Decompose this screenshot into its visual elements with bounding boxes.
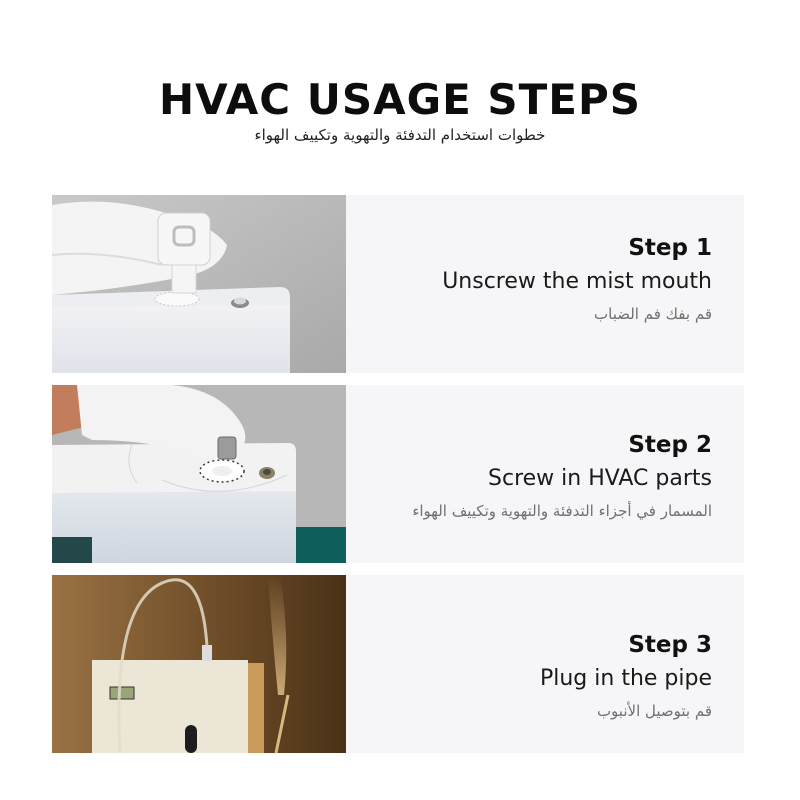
step-3-photo: [52, 575, 346, 753]
step-1-text: [332, 195, 712, 373]
mist-nozzle-removal-image: [52, 195, 346, 373]
page-title: HVAC USAGE STEPS: [158, 75, 642, 124]
step-2-label: Step 2: [628, 432, 712, 458]
step-2-description-arabic: المسمار في أجزاء التدفئة والتهوية وتكييف الهواء: [412, 502, 712, 520]
step-card-1: [52, 195, 744, 373]
step-1-label: Step 1: [628, 235, 712, 261]
step-card-2: [52, 385, 744, 563]
step-1-description: Unscrew the mist mouth: [442, 269, 712, 294]
step-3-description-arabic: قم بتوصيل الأنبوب: [596, 702, 712, 720]
step-2-text: [332, 385, 712, 563]
step-card-3: [52, 575, 744, 753]
step-3-description: Plug in the pipe: [539, 666, 712, 691]
step-2-photo: [52, 385, 346, 563]
step-2-description: Screw in HVAC parts: [488, 466, 712, 491]
page-subtitle-arabic: خطوات استخدام التدفئة والتهوية وتكييف الهواء: [254, 126, 546, 144]
hvac-fitting-install-image: [52, 385, 346, 563]
step-1-description-arabic: قم بفك فم الضباب: [594, 305, 712, 323]
step-3-label: Step 3: [628, 632, 712, 658]
step-1-photo: [52, 195, 346, 373]
diffuser-pipe-image: [52, 575, 346, 753]
step-3-text: [332, 575, 712, 753]
